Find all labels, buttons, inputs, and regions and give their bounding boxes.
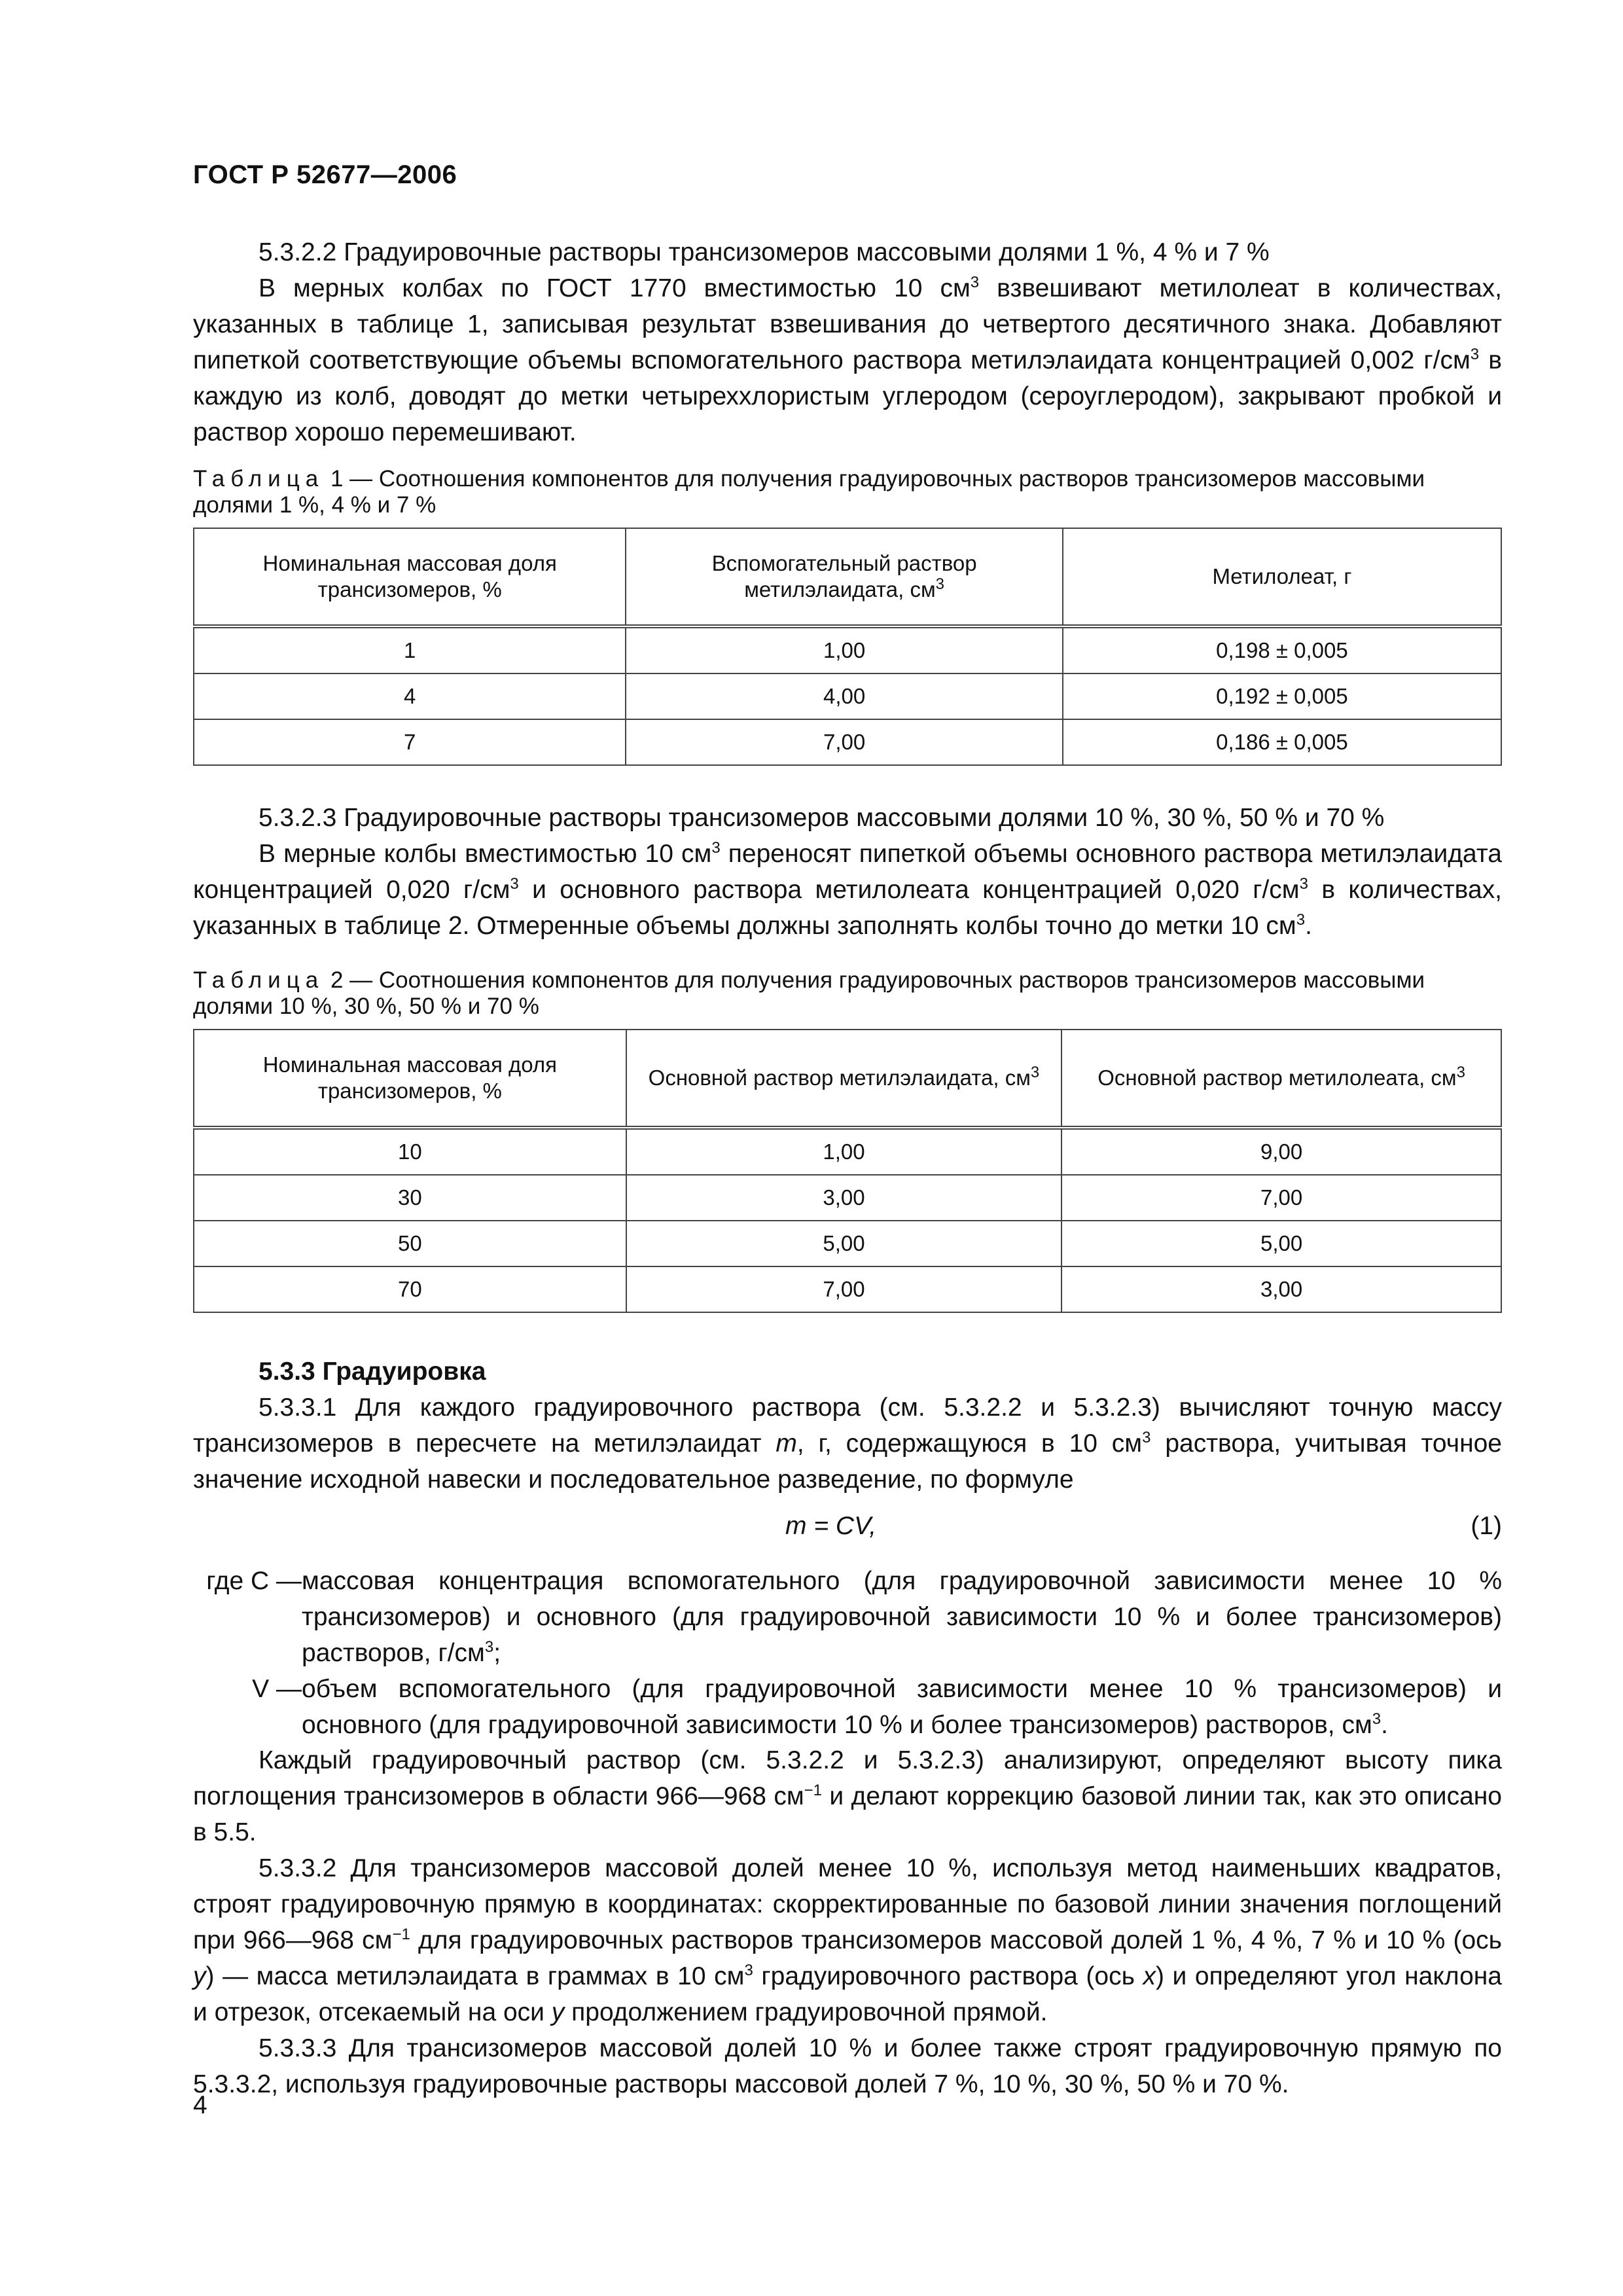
table-cell: 70 <box>194 1266 626 1312</box>
table-cell: 7,00 <box>626 1266 1061 1312</box>
legend-item-v: V — объем вспомогательного (для градуировочной зависимости менее 10 % трансизомеров) и основного (для градуировочной зависимости 10 % и более трансизомеров) растворов, $см^3$. <box>193 1671 1502 1743</box>
table-cell: 3,00 <box>1061 1266 1501 1312</box>
section-5322 <box>193 234 1502 450</box>
table2-caption: Таблица 2 — Соотношения компонентов для получения градуировочных растворов трансизомеров массовыми долями 10 %, 30 %, 50 % и 70 % <box>193 967 1425 1019</box>
legend-symbol: где C — <box>206 1567 302 1595</box>
page-number: 4 <box>193 2091 207 2119</box>
table-cell: 1 <box>194 626 626 673</box>
table1-header: Вспомогательный раствор метилэлаидата, $см^3$ <box>626 528 1062 626</box>
section-533-title: 5.3.3 Градуировка <box>259 1357 486 1386</box>
table-cell: 1,00 <box>626 626 1062 673</box>
table-cell: 0,198 ± 0,005 <box>1063 626 1501 673</box>
section-5323-para: В мерные колбы вместимостью 10 $см^3$ переносят пипеткой объемы основного раствора метилэлаидата концентрацией 0,020 $г/см^3$ и основного раствора метилолеата концентрацией 0,020 $г/см^3$ в количествах, указанных в таблице 2. Отмеренные объемы должны заполнять колбы точно до метки 10 $см^3$. <box>193 839 1502 940</box>
section-5322-para: В мерных колбах по ГОСТ 1770 вместимостью 10 $см^3$ взвешивают метилолеат в количествах, указанных в таблице 1, записывая результат взвешивания до четвертого десятичного знака. Добавляют пипеткой соответствующие объемы вспомогательного раствора метилэлаидата концентрацией 0,002 $г/см^3$ в каждую из колб, доводят до метки четыреххлористым углеродом (сероуглеродом), закрывают пробкой и раствор хорошо перемешивают. <box>193 274 1502 446</box>
table1-header: Номинальная массовая доля трансизомеров, % <box>194 528 626 626</box>
table-cell: 9,00 <box>1061 1128 1501 1175</box>
table-row <box>194 1128 1501 1175</box>
table-cell: 1,00 <box>626 1128 1061 1175</box>
section-5322-title: 5.3.2.2 Градуировочные растворы трансизомеров массовыми долями 1 %, 4 % и 7 % <box>259 238 1270 266</box>
table-cell: 7 <box>194 719 626 765</box>
section-533-rest <box>193 1742 1502 2102</box>
table2-header: Номинальная массовая доля трансизомеров, % <box>194 1030 626 1128</box>
section-5331-para2: Каждый градуировочный раствор (см. 5.3.2.2 и 5.3.2.3) анализируют, определяют высоту пика поглощения трансизомеров в области 966—968 $см^{-1}$ и делают коррекцию базовой линии так, как это описано в 5.5. <box>193 1746 1502 1846</box>
table1-header: Метилолеат, г <box>1063 528 1501 626</box>
document-header: ГОСТ Р 52677—2006 <box>193 160 457 189</box>
section-5331-para: 5.3.3.1 Для каждого градуировочного раствора (см. 5.3.2.2 и 5.3.2.3) вычисляют точную массу трансизомеров в пересчете на метилэлаидат m, г, содержащуюся в 10 $см^3$ раствора, учитывая точное значение исходной навески и последовательное разведение, по формуле <box>193 1393 1502 1494</box>
table-cell: 7,00 <box>1061 1175 1501 1221</box>
table-cell: 5,00 <box>1061 1221 1501 1266</box>
table2-header: Основной раствор метилолеата, $см^3$ <box>1061 1030 1501 1128</box>
table-cell: 7,00 <box>626 719 1062 765</box>
formula-expression: m = CV, <box>785 1512 877 1540</box>
table-row <box>194 1266 1501 1312</box>
table1-caption: Таблица 1 — Соотношения компонентов для получения градуировочных растворов трансизомеров массовыми долями 1 %, 4 % и 7 % <box>193 466 1425 518</box>
section-5323 <box>193 800 1502 944</box>
section-5332-para: 5.3.3.2 Для трансизомеров массовой долей менее 10 %, используя метод наименьших квадратов, строят градуировочную прямую в координатах: скорректированные по базовой линии значения поглощений при 966—968 $см^{-1}$ для градуировочных растворов трансизомеров массовой долей 1 %, 4 %, 7 % и 10 % (ось y) — масса метилэлаидата в граммах в 10 $см^3$ градуировочного раствора (ось x) и определяют угол наклона и отрезок, отсекаемый на оси y продолжением градуировочной прямой. <box>193 1854 1502 2026</box>
legend-item-c: где C — массовая концентрация вспомогательного (для градуировочной зависимости менее 10 % трансизомеров) и основного (для градуировочной зависимости 10 % и более трансизомеров) растворов, $г/см^3$; <box>193 1563 1502 1671</box>
section-533 <box>193 1354 1502 1498</box>
table-row <box>194 673 1501 719</box>
table1 <box>193 528 1502 766</box>
table2-header: Основной раствор метилэлаидата, $см^3$ <box>626 1030 1061 1128</box>
table-cell: 3,00 <box>626 1175 1061 1221</box>
table2 <box>193 1029 1502 1313</box>
table-cell: 50 <box>194 1221 626 1266</box>
table-cell: 4 <box>194 673 626 719</box>
legend-symbol: V — <box>252 1675 302 1703</box>
table-row <box>194 719 1501 765</box>
table-cell: 0,186 ± 0,005 <box>1063 719 1501 765</box>
table-cell: 4,00 <box>626 673 1062 719</box>
table-cell: 0,192 ± 0,005 <box>1063 673 1501 719</box>
table-row <box>194 1175 1501 1221</box>
table-cell: 5,00 <box>626 1221 1061 1266</box>
table-row <box>194 1221 1501 1266</box>
section-5323-title: 5.3.2.3 Градуировочные растворы трансизомеров массовыми долями 10 %, 30 %, 50 % и 70 % <box>259 804 1385 832</box>
formula-number: (1) <box>1471 1512 1502 1540</box>
table-cell: 10 <box>194 1128 626 1175</box>
table-row <box>194 626 1501 673</box>
table-cell: 30 <box>194 1175 626 1221</box>
section-5333-para: 5.3.3.3 Для трансизомеров массовой долей 10 % и более также строят градуировочную прямую по 5.3.3.2, используя градуировочные растворы массовой долей 7 %, 10 %, 30 %, 50 % и 70 %. <box>193 2034 1502 2098</box>
formula-legend <box>193 1563 1502 1743</box>
